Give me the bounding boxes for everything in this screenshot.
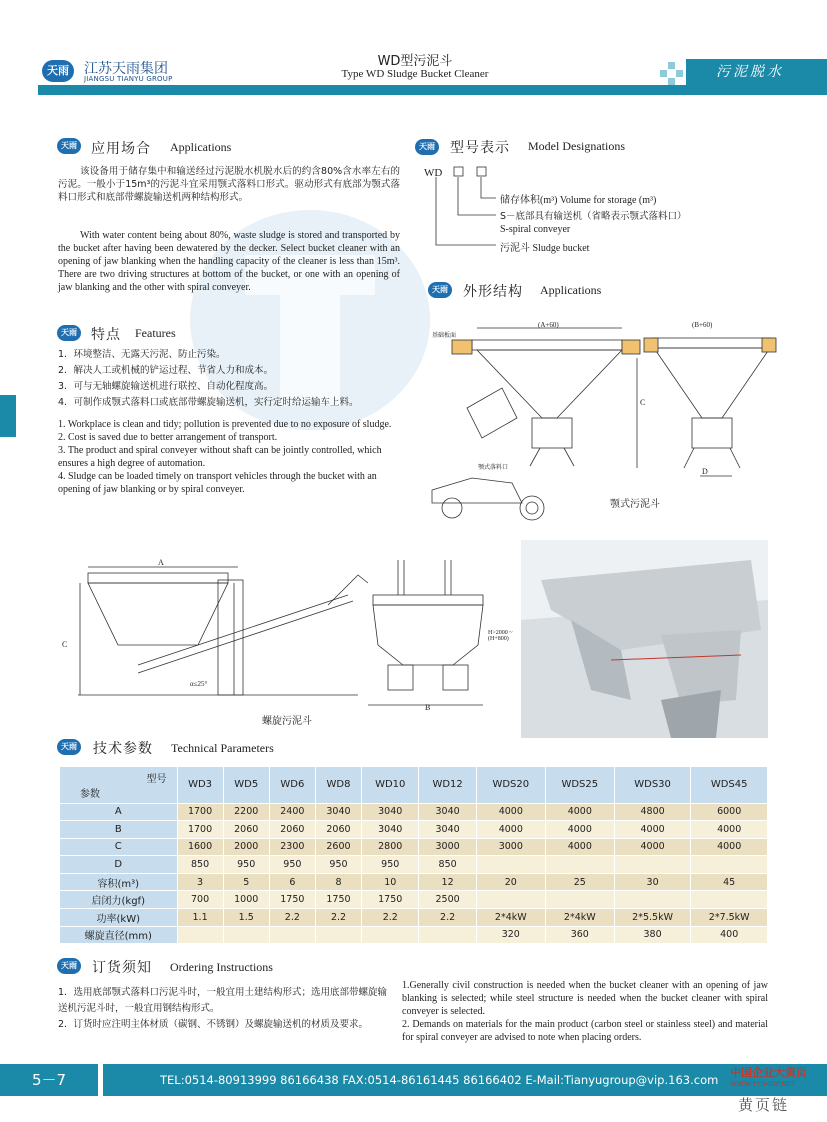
table-row: [60, 891, 768, 909]
table-cell: 2.2: [315, 909, 361, 927]
table-cell: 950: [269, 856, 315, 874]
corner-param-label: 参数: [80, 788, 100, 800]
col-header: WD5: [223, 767, 269, 803]
model-line-spiral: S-spiral conveyer: [500, 224, 571, 235]
order-list-cn: [58, 985, 388, 1033]
list-item: 3．可与无轴螺旋输送机进行联控、自动化程度高。: [58, 381, 274, 392]
list-item: 3. The product and spiral conveyer without shaft can be jointly controlled, which ensures a high degree of automation.: [58, 445, 382, 469]
table-cell: [223, 926, 269, 944]
table-cell: 320: [476, 926, 545, 944]
list-item: 2．订货时应注明主体材质（碳钢、不锈钢）及螺旋输送机的材质及要求。: [58, 1019, 369, 1030]
table-cell: 3: [177, 873, 223, 891]
table-cell: [691, 856, 768, 874]
table-cell: 1600: [177, 838, 223, 856]
page-title-en: Type WD Sludge Bucket Cleaner: [341, 68, 489, 80]
page-number: 5－7: [0, 1064, 98, 1096]
section-icon: 天雨: [57, 138, 81, 154]
table-cell: 3040: [362, 803, 419, 821]
table-cell: 700: [177, 891, 223, 909]
table-cell: 2060: [269, 821, 315, 839]
header-bar: [38, 85, 827, 95]
table-cell: [545, 891, 614, 909]
dim-angle: α≤25°: [190, 680, 208, 688]
structure-heading: 外形结构: [463, 284, 523, 300]
table-cell: [476, 856, 545, 874]
table-cell: 4000: [545, 838, 614, 856]
table-cell: 4000: [614, 821, 691, 839]
model-diagram: [430, 165, 510, 255]
table-row: [60, 909, 768, 927]
table-cell: 4000: [545, 821, 614, 839]
watermark-url: WWW.YYSHOP.NET: [730, 1080, 796, 1088]
table-cell: 3040: [362, 821, 419, 839]
section-icon: 天雨: [57, 739, 81, 755]
page-title: WD型污泥斗: [377, 54, 453, 69]
table-cell: 1700: [177, 803, 223, 821]
col-header: WD8: [315, 767, 361, 803]
table-cell: [177, 926, 223, 944]
dim-spiral-c: C: [62, 640, 68, 649]
table-row: [60, 873, 768, 891]
structure-heading-en: Applications: [540, 283, 602, 297]
row-label: D: [60, 856, 177, 874]
dim-h: H>2000 ~(H+800): [488, 630, 513, 642]
table-cell: 950: [223, 856, 269, 874]
model-line-s: S－底部具有输送机（省略表示颚式落料口）: [500, 211, 687, 222]
table-cell: 2060: [315, 821, 361, 839]
table-cell: 1.5: [223, 909, 269, 927]
table-cell: [691, 891, 768, 909]
list-item: 2. Demands on materials for the main product (carbon steel or stainless steel) and material for spiral conveyer are advised to note when placing orders.: [402, 1019, 768, 1043]
table-row: [60, 926, 768, 944]
table-cell: 4000: [476, 803, 545, 821]
dim-b60: (B+60): [692, 321, 713, 329]
row-label: 功率(kW): [60, 909, 177, 927]
order-list-en: [402, 979, 768, 1044]
applications-heading: 应用场合: [91, 141, 151, 157]
label-jaw-opening: 颚式落料口: [478, 464, 509, 471]
table-cell: 4000: [545, 803, 614, 821]
row-label: 容积(m³): [60, 873, 177, 891]
col-header: WDS25: [545, 767, 614, 803]
table-cell: 400: [691, 926, 768, 944]
list-item: 1．环境整洁、无露天污泥、防止污染。: [58, 349, 226, 360]
table-cell: [419, 926, 476, 944]
table-cell: 2600: [315, 838, 361, 856]
table-cell: 1750: [315, 891, 361, 909]
dim-a: A: [158, 558, 164, 567]
row-label: 螺旋直径(mm): [60, 926, 177, 944]
table-cell: 2.2: [419, 909, 476, 927]
order-heading: 订货须知: [92, 960, 152, 976]
table-cell: 1700: [177, 821, 223, 839]
table-cell: 2300: [269, 838, 315, 856]
spiral-bucket-caption: 螺旋污泥斗: [262, 716, 312, 727]
list-item: 1. Workplace is clean and tidy; pollution is prevented due to no exposure of sludge.: [58, 419, 392, 430]
table-cell: 30: [614, 873, 691, 891]
list-item: 4. Sludge can be loaded timely on transport vehicles through the bucket with an opening of jaw blanking or by spiral conveyer.: [58, 471, 377, 495]
col-header: WD12: [419, 767, 476, 803]
category-tab: 污泥脱水: [686, 59, 827, 85]
spiral-bucket-drawing: [58, 555, 498, 710]
table-cell: [476, 891, 545, 909]
deco-square: [676, 70, 683, 77]
table-cell: 5: [223, 873, 269, 891]
table-row: [60, 821, 768, 839]
table-cell: 2400: [269, 803, 315, 821]
section-icon: 天雨: [57, 325, 81, 341]
table-cell: 4000: [691, 838, 768, 856]
features-heading: 特点: [91, 327, 121, 343]
tech-table: [60, 767, 768, 944]
section-icon: 天雨: [415, 139, 439, 155]
table-cell: 4800: [614, 803, 691, 821]
table-cell: 2200: [223, 803, 269, 821]
company-name-en: JIANGSU TIANYU GROUP: [84, 75, 173, 83]
tech-heading-en: Technical Parameters: [171, 741, 274, 755]
row-label: C: [60, 838, 177, 856]
col-header: WDS20: [476, 767, 545, 803]
model-line-volume: 储存体积(m³) Volume for storage (m³): [500, 195, 657, 206]
applications-text-en: With water content being about 80%, waste sludge is stored and transported by the bucket after having been dewatered by the decker. Select bucket cleaner with an opening of jaw blanking when the handling capacity of the cleaner is less than 15m³. There are two driving structures at bottom of the bucket, or one with an opening of jaw blanking and the other with spiral conveyer.: [58, 230, 400, 293]
watermark-brand: 黄页链: [738, 1096, 790, 1114]
dim-b: B: [425, 703, 431, 712]
row-label: B: [60, 821, 177, 839]
table-cell: 4000: [614, 838, 691, 856]
table-cell: 12: [419, 873, 476, 891]
features-list-cn: [58, 347, 408, 411]
order-heading-en: Ordering Instructions: [170, 960, 273, 974]
table-cell: 3040: [419, 821, 476, 839]
table-cell: 2.2: [269, 909, 315, 927]
table-cell: 10: [362, 873, 419, 891]
table-cell: 45: [691, 873, 768, 891]
table-cell: 2500: [419, 891, 476, 909]
table-row: [60, 803, 768, 821]
table-cell: 25: [545, 873, 614, 891]
table-cell: 3040: [419, 803, 476, 821]
table-cell: [362, 926, 419, 944]
table-cell: 360: [545, 926, 614, 944]
tech-heading: 技术参数: [93, 741, 153, 757]
table-cell: 2.2: [362, 909, 419, 927]
table-cell: 380: [614, 926, 691, 944]
list-item: 1.Generally civil construction is needed when the bucket cleaner with an opening of jaw blanking is selected; while steel structure is needed when the bucket cleaner with spiral conveyer is selected.: [402, 980, 768, 1017]
applications-heading-en: Applications: [170, 140, 232, 154]
table-row: [60, 856, 768, 874]
table-cell: 1.1: [177, 909, 223, 927]
dim-d: D: [702, 467, 708, 476]
table-cell: 2060: [223, 821, 269, 839]
features-list-en: [58, 418, 400, 496]
col-header: WDS30: [614, 767, 691, 803]
watermark-text: 中国企业大黄页: [730, 1066, 807, 1079]
list-item: 1．选用底部颚式落料口污泥斗时，一般宜用土建结构形式；选用底部带螺旋输送机污泥斗时，一般宜用钢结构形式。: [58, 987, 388, 1014]
product-photo: [521, 540, 768, 738]
table-cell: [614, 891, 691, 909]
model-line-bucket: 污泥斗 Sludge bucket: [500, 243, 590, 254]
col-header: WD6: [269, 767, 315, 803]
table-cell: 3000: [476, 838, 545, 856]
company-name: 江苏天雨集团: [84, 61, 168, 77]
dim-a60: (A+60): [538, 321, 559, 329]
table-cell: 4000: [691, 821, 768, 839]
table-cell: 1750: [362, 891, 419, 909]
table-cell: 850: [177, 856, 223, 874]
col-header: WD3: [177, 767, 223, 803]
model-heading-en: Model Designations: [528, 139, 625, 153]
section-icon: 天雨: [57, 958, 81, 974]
label-beam: 基础板面: [432, 332, 457, 339]
row-label: 启闭力(kgf): [60, 891, 177, 909]
table-cell: [269, 926, 315, 944]
jaw-bucket-drawing: [422, 318, 782, 528]
list-item: 2. Cost is saved due to better arrangement of transport.: [58, 432, 278, 443]
corner-model-label: 型号: [146, 774, 167, 785]
list-item: 2．解决人工或机械的铲运过程、节省人力和成本。: [58, 365, 274, 376]
table-cell: 1750: [269, 891, 315, 909]
table-cell: 2*5.5kW: [614, 909, 691, 927]
table-cell: 6000: [691, 803, 768, 821]
table-cell: 2*4kW: [476, 909, 545, 927]
deco-square: [668, 78, 675, 85]
table-header-row: [60, 767, 768, 803]
deco-square: [668, 62, 675, 69]
table-cell: 850: [419, 856, 476, 874]
table-cell: 2*7.5kW: [691, 909, 768, 927]
dim-c: C: [640, 398, 646, 407]
list-item: 4．可制作成颚式落料口或底部带螺旋输送机，实行定时给运输车上料。: [58, 397, 359, 408]
table-cell: 6: [269, 873, 315, 891]
col-header: WDS45: [691, 767, 768, 803]
applications-text-cn: 该设备用于储存集中和输送经过污泥脱水机脱水后的约含80%含水率左右的污泥。一般小于15m³的污泥斗宜采用颚式落料口形式。驱动形式有底部为颚式落料口形式和底部带螺旋输送机两种结构形式。: [58, 166, 400, 203]
table-cell: 2000: [223, 838, 269, 856]
row-label: A: [60, 803, 177, 821]
table-cell: [614, 856, 691, 874]
col-header: WD10: [362, 767, 419, 803]
jaw-bucket-caption: 颚式污泥斗: [610, 499, 660, 510]
footer-contact: TEL:0514-80913999 86166438 FAX:0514-86161445 86166402 E-Mail:Tianyugroup@vip.163.com: [103, 1064, 827, 1096]
table-cell: [315, 926, 361, 944]
table-cell: 4000: [476, 821, 545, 839]
table-cell: 3000: [419, 838, 476, 856]
table-cell: [545, 856, 614, 874]
table-cell: 20: [476, 873, 545, 891]
table-cell: 3040: [315, 803, 361, 821]
table-cell: 950: [315, 856, 361, 874]
table-cell: 2800: [362, 838, 419, 856]
table-cell: 950: [362, 856, 419, 874]
table-row: [60, 838, 768, 856]
deco-square: [660, 70, 667, 77]
model-code: WD: [424, 167, 443, 179]
table-cell: 1000: [223, 891, 269, 909]
table-cell: 2*4kW: [545, 909, 614, 927]
model-heading: 型号表示: [450, 140, 510, 156]
side-tab: [0, 395, 16, 437]
table-corner: [60, 767, 177, 803]
table-cell: 8: [315, 873, 361, 891]
logo-icon: 天雨: [42, 60, 74, 82]
features-heading-en: Features: [135, 326, 176, 340]
section-icon: 天雨: [428, 282, 452, 298]
